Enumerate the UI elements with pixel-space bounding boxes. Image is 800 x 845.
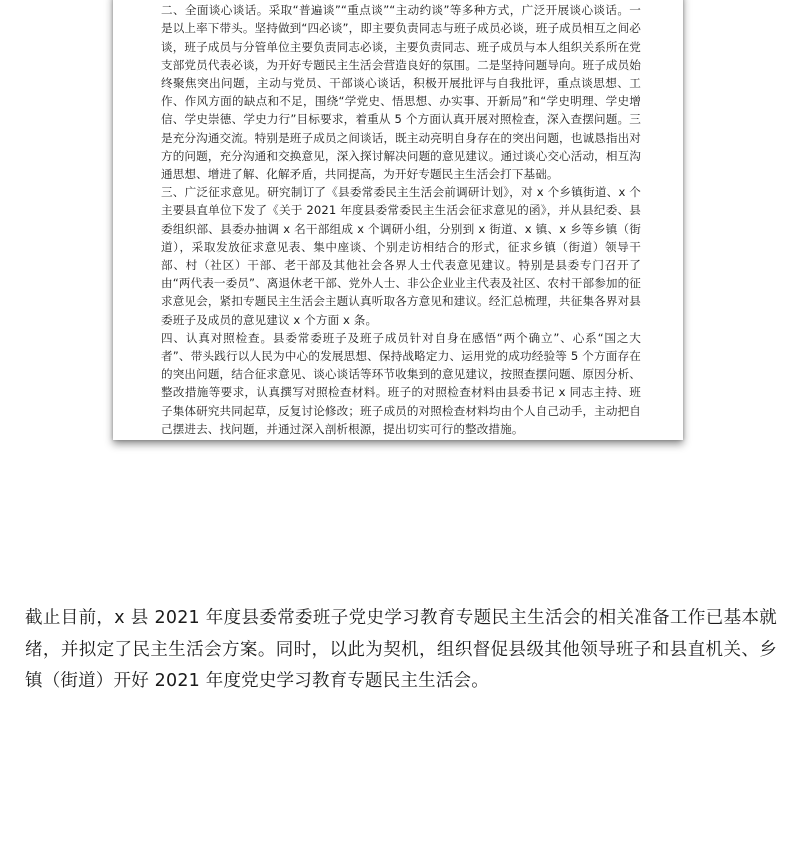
- document-paragraph-heart-to-heart-talks: 二、全面谈心谈话。采取“普遍谈”“重点谈”“主动约谈”等多种方式，广泛开展谈心谈话。一是以上率下带头。坚持做到“四必谈”，即主要负责同志与班子成员必谈，班子成员相互之间必谈，班子成员与分管单位主要负责同志必谈，主要负责同志、班子成员与本人组织关系所在党支部党员代表必谈，为开好专题民主生活会营造良好的氛围。二是坚持问题导向。班子成员始终聚焦突出问题，主动与党员、干部谈心谈话，积极开展批评与自我批评，重点谈思想、工作、作风方面的缺点和不足，围绕“学党史、悟思想、办实事、开新局”和“学史明理、学史增信、学史崇德、学史力行”目标要求，着重从 5 个方面认真开展对照检查，深入查摆问题。三是充分沟通交流。特别是班子成员之间谈话，既主动亮明自身存在的突出问题，也诚恳指出对方的问题，充分沟通和交换意见，深入探讨解决问题的意见建议。通过谈心交心活动，相互沟通思想、增进了解、化解矛盾，共同提高，为开好专题民主生活会打下基础。: [161, 3, 641, 182]
- document-paragraph-solicit-opinions: 三、广泛征求意见。研究制订了《县委常委民主生活会前调研计划》，对 x 个乡镇街道、x 个主要县直单位下发了《关于 2021 年度县委常委民主生活会征求意见的函》，并从县纪委、县委组织部、县委办抽调 x 名干部组成 x 个调研小组，分别到 x 街道、x 镇、x 乡等乡镇（街道），采取发放征求意见表、集中座谈、个别走访相结合的形式，征求乡镇（街道）领导干部、村（社区）干部、老干部及其他社会各界人士代表意见建议。特别是县委专门召开了由“两代表一委员”、离退休老干部、党外人士、非公企业业主代表及社区、农村干部参加的征求意见会，紧扣专题民主生活会主题认真听取各方意见和建议。经汇总梳理，共征集各界对县委班子及成员的意见建议 x 个方面 x 条。: [161, 185, 641, 327]
- document-page-image: [113, 0, 683, 440]
- document-paragraph-self-examination: 四、认真对照检查。县委常委班子及班子成员针对自身在感悟“两个确立”、心系“国之大者”、带头践行以人民为中心的发展思想、保持战略定力、运用党的成功经验等 5 个方面存在的突出问题，结合征求意见、谈心谈话等环节收集到的意见建议，按照查摆问题、原因分析、整改措施等要求，认真撰写对照检查材料。班子的对照检查材料由县委书记 x 同志主持、班子集体研究共同起草，反复讨论修改；班子成员的对照检查材料均由个人自己动手，主动把自己摆进去、找问题，并通过深入剖析根源，提出切实可行的整改措施。: [161, 330, 641, 436]
- summary-paragraph: 截止目前，x 县 2021 年度县委常委班子党史学习教育专题民主生活会的相关准备工作已基本就绪，并拟定了民主生活会方案。同时，以此为契机，组织督促县级其他领导班子和县直机关、乡镇（街道）开好 2021 年度党史学习教育专题民主生活会。: [25, 608, 777, 691]
- document-body: [161, 0, 641, 438]
